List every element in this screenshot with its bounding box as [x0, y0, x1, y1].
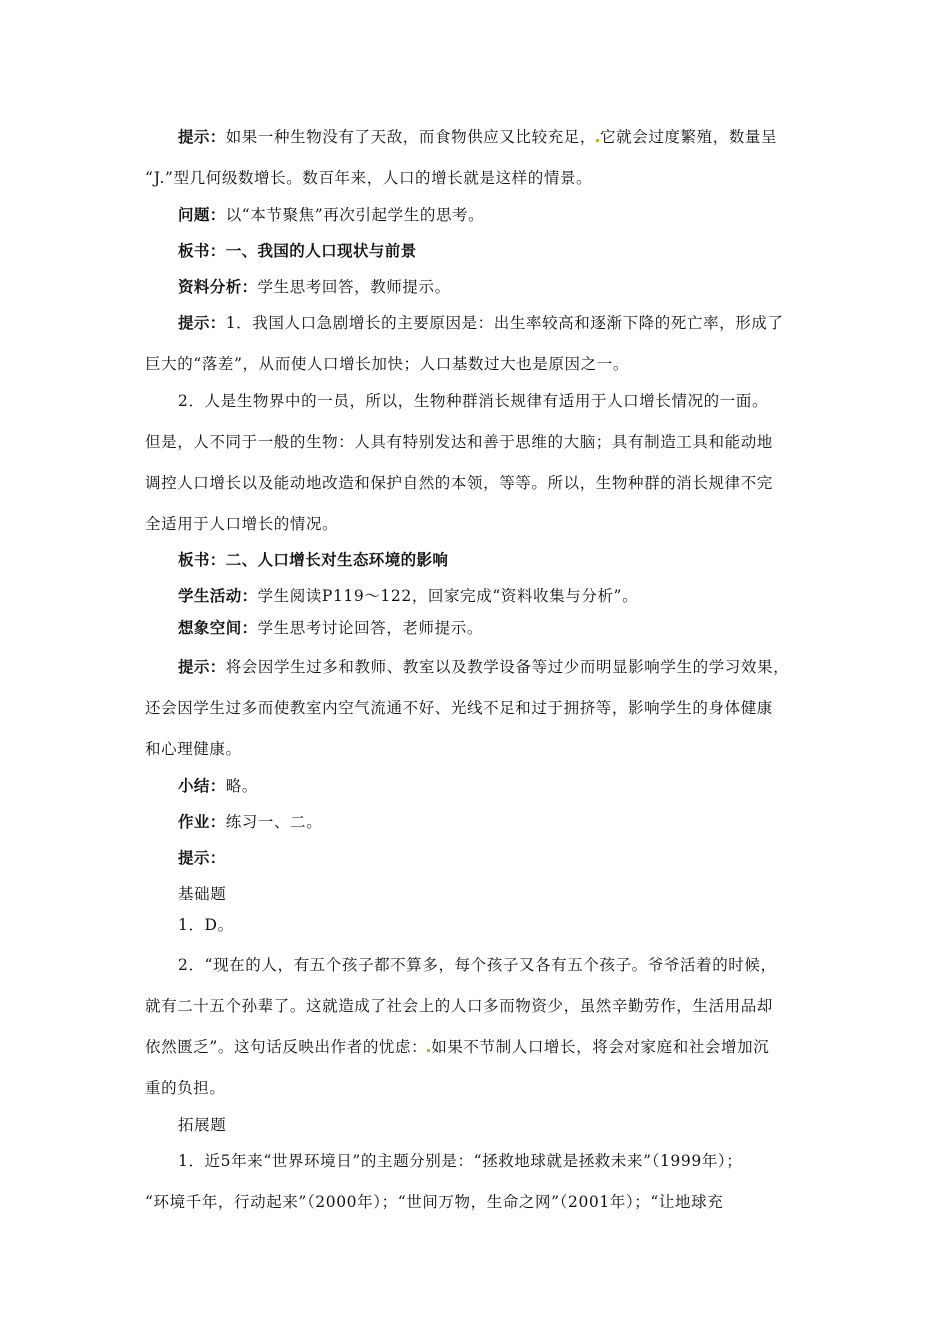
paragraph-hint-2-line1	[178, 312, 810, 334]
basic-q2-line2	[145, 995, 810, 1017]
label-hint: 提示：	[178, 658, 226, 676]
board-heading-1	[178, 240, 810, 262]
label-summary: 小结：	[178, 777, 226, 795]
board-heading-2-text: 二、人口增长对生态环境的影响	[225, 551, 449, 569]
question-text: 以“本节聚焦”再次引起学生的思考。	[225, 206, 485, 224]
extension-q1-line2	[145, 1191, 810, 1213]
hint-3-line2-text: 还会因学生过多而使教室内空气流通不好、光线不足和过于拥挤等，影响学生的身体健康	[145, 699, 773, 717]
board-heading-1-text: 一、我国的人口现状与前景	[225, 242, 417, 260]
extension-q1-line1-text: 1．近5年来“世界环境日”的主题分别是：“拯救地球就是拯救未来”（1999年）；	[178, 1152, 743, 1170]
basic-q2-line4-text: 重的负担。	[145, 1079, 226, 1097]
paragraph-point-2-line1	[178, 390, 810, 412]
basic-q2-line3a-text: 依然匮乏”。这句话反映出作者的忧虑：	[145, 1038, 428, 1056]
basic-heading-text: 基础题	[178, 885, 227, 903]
paragraph-point-2-line2	[145, 431, 810, 453]
basic-q2-line1	[178, 954, 810, 976]
point-2-line3-text: 调控人口增长以及能动地改造和保护自然的本领，等等。所以，生物种群的消长规律不完	[145, 474, 773, 492]
basic-q2-line3b-text: 如果不节制人口增长，将会对家庭和社会增加沉	[431, 1038, 770, 1056]
paragraph-point-2-line4	[145, 513, 810, 535]
basic-q1-text: 1．D。	[178, 916, 234, 934]
hint-1-text-b: 它就会过度繁殖，数量呈	[600, 128, 778, 146]
paragraph-hint-4	[178, 847, 810, 869]
board-heading-2	[178, 549, 810, 571]
extension-q1-line1	[178, 1150, 810, 1172]
point-2-line4-text: 全适用于人口增长的情况。	[145, 515, 339, 533]
paragraph-hint-1	[178, 126, 810, 148]
extension-heading-text: 拓展题	[178, 1116, 227, 1134]
basic-q2-line3	[145, 1036, 810, 1058]
basic-q1	[178, 914, 810, 936]
paragraph-imagination	[178, 617, 810, 639]
basic-q2-line4	[145, 1077, 810, 1099]
basic-q2-line2-text: 就有二十五个孙辈了。这就造成了社会上的人口多而物资少，虽然辛勤劳作，生活用品却	[145, 997, 773, 1015]
basic-heading	[178, 883, 810, 905]
label-homework: 作业：	[178, 813, 226, 831]
point-2-line2-text: 但是，人不同于一般的生物：人具有特别发达和善于思维的大脑；具有制造工具和能动地	[145, 433, 773, 451]
label-student-activity: 学生活动：	[178, 587, 258, 605]
paragraph-hint-1-line2	[145, 167, 810, 189]
hint-3-line3-text: 和心理健康。	[145, 740, 242, 758]
extension-heading	[178, 1114, 810, 1136]
annotation-mark	[596, 139, 599, 142]
hint-2-line2-text: 巨大的“落差”，从而使人口增长加快；人口基数过大也是原因之一。	[145, 355, 629, 373]
hint-3-line1-text: 将会因学生过多和教师、教室以及教学设备等过少而明显影响学生的学习效果，	[225, 658, 790, 676]
paragraph-hint-2-line2	[145, 353, 810, 375]
label-hint: 提示：	[178, 128, 226, 146]
label-question: 问题：	[178, 206, 226, 224]
label-imagination: 想象空间：	[178, 619, 258, 637]
data-analysis-text: 学生思考回答，教师提示。	[257, 278, 451, 296]
label-board: 板书：	[178, 551, 226, 569]
label-hint: 提示：	[178, 849, 226, 867]
label-hint: 提示：	[178, 314, 226, 332]
label-board: 板书：	[178, 242, 226, 260]
paragraph-student-activity	[178, 585, 810, 607]
paragraph-homework	[178, 811, 810, 833]
hint-2-line1-text: 1．我国人口急剧增长的主要原因是：出生率较高和逐渐下降的死亡率，形成了	[225, 314, 784, 332]
paragraph-summary	[178, 775, 810, 797]
label-data-analysis: 资料分析：	[178, 278, 258, 296]
basic-q2-line1-text: 2．“现在的人，有五个孩子都不算多，每个孩子又各有五个孩子。爷爷活着的时候，	[178, 956, 777, 974]
paragraph-hint-3-line3	[145, 738, 810, 760]
summary-text: 略。	[225, 777, 258, 795]
point-2-line1-text: 2．人是生物界中的一员，所以，生物种群消长规律有适用于人口增长情况的一面。	[178, 392, 769, 410]
paragraph-hint-3-line2	[145, 697, 810, 719]
annotation-mark	[427, 1049, 430, 1052]
paragraph-point-2-line3	[145, 472, 810, 494]
extension-q1-line2-text: “环境千年，行动起来”（2000年）；“世间万物，生命之网”（2001年）；“让地球充	[145, 1193, 724, 1211]
student-activity-text: 学生阅读P119～122，回家完成“资料收集与分析”。	[257, 587, 639, 605]
homework-text: 练习一、二。	[225, 813, 323, 831]
hint-1-text-a: 如果一种生物没有了天敌，而食物供应又比较充足，	[225, 128, 597, 146]
imagination-text: 学生思考讨论回答，老师提示。	[257, 619, 483, 637]
paragraph-question	[178, 204, 810, 226]
paragraph-hint-3-line1	[178, 656, 810, 678]
hint-1-line2-text: “J.”型几何级数增长。数百年来，人口的增长就是这样的情景。	[145, 169, 593, 187]
paragraph-data-analysis	[178, 276, 810, 298]
